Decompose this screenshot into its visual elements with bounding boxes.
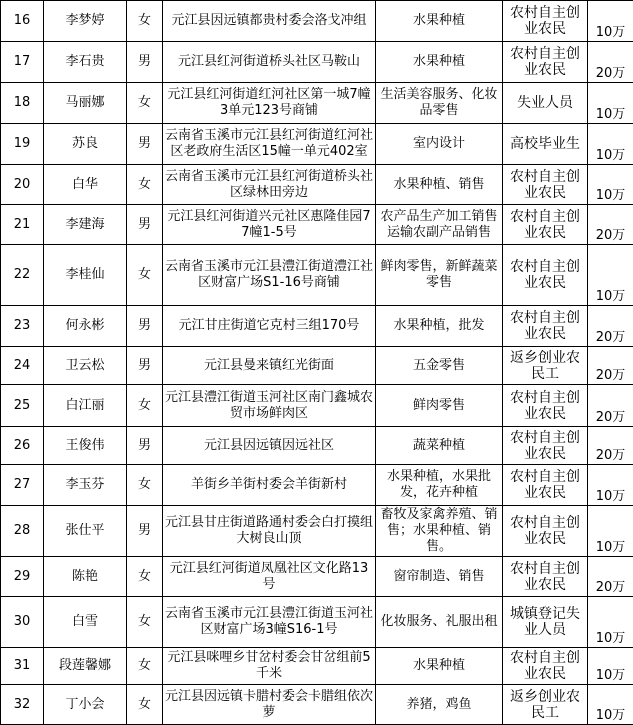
business-scope: 水果种植、销售 <box>376 165 503 205</box>
loan-amount: 20万 <box>588 557 633 597</box>
applicant-name: 段莲馨娜 <box>44 648 127 685</box>
gender: 女 <box>127 465 163 506</box>
row-number: 30 <box>1 597 44 648</box>
applicant-category: 返乡创业农民工 <box>503 347 588 385</box>
row-number: 32 <box>1 685 44 725</box>
table-row <box>1 245 633 306</box>
loan-amount: 20万 <box>588 205 633 245</box>
table-row <box>1 347 633 385</box>
business-scope: 养猪，鸡鱼 <box>376 685 503 725</box>
address: 元江县红河街道桥头社区马鞍山 <box>163 42 376 83</box>
applicant-name: 张仕平 <box>44 506 127 557</box>
loan-amount: 20万 <box>588 306 633 347</box>
applicant-name: 白雪 <box>44 597 127 648</box>
row-number: 27 <box>1 465 44 506</box>
address: 元江县红河街道红河社区第一城7幢3单元123号商铺 <box>163 83 376 124</box>
business-scope: 化妆服务、礼服出租 <box>376 597 503 648</box>
applicant-category: 城镇登记失业人员 <box>503 597 588 648</box>
address: 元江县甘庄街道路通村委会白打摸组大树良山顶 <box>163 506 376 557</box>
table-row <box>1 124 633 165</box>
applicant-category: 农村自主创业农民 <box>503 427 588 465</box>
loan-amount: 10万 <box>588 83 633 124</box>
applicant-category: 农村自主创业农民 <box>503 42 588 83</box>
loan-amount: 10万 <box>588 165 633 205</box>
table-row <box>1 648 633 685</box>
applicant-category: 失业人员 <box>503 83 588 124</box>
loan-amount: 10万 <box>588 124 633 165</box>
address: 元江甘庄街道它克村三组170号 <box>163 306 376 347</box>
row-number: 21 <box>1 205 44 245</box>
loan-amount: 20万 <box>588 347 633 385</box>
table-row <box>1 1 633 42</box>
business-scope: 生活美容服务、化妆品零售 <box>376 83 503 124</box>
address: 云南省玉溪市元江县澧江街道玉河社区财富广场3幢S16-1号 <box>163 597 376 648</box>
business-scope: 窗帘制造、销售 <box>376 557 503 597</box>
table-row <box>1 385 633 427</box>
table-row <box>1 465 633 506</box>
table-row <box>1 506 633 557</box>
applicant-name: 白江丽 <box>44 385 127 427</box>
applicant-name: 丁小会 <box>44 685 127 725</box>
gender: 女 <box>127 83 163 124</box>
row-number: 28 <box>1 506 44 557</box>
loan-amount: 10万 <box>588 685 633 725</box>
table-row <box>1 557 633 597</box>
applicant-category: 高校毕业生 <box>503 124 588 165</box>
applicant-category: 农村自主创业农民 <box>503 165 588 205</box>
table-row <box>1 205 633 245</box>
row-number: 17 <box>1 42 44 83</box>
row-number: 26 <box>1 427 44 465</box>
applicant-category: 农村自主创业农民 <box>503 205 588 245</box>
applicant-name: 李石贵 <box>44 42 127 83</box>
applicant-name: 陈艳 <box>44 557 127 597</box>
row-number: 29 <box>1 557 44 597</box>
address: 元江县咪哩乡甘岔村委会甘岔组前5千米 <box>163 648 376 685</box>
table-row <box>1 306 633 347</box>
loan-amount: 10万 <box>588 648 633 685</box>
table-row <box>1 165 633 205</box>
row-number: 16 <box>1 1 44 42</box>
table-row <box>1 597 633 648</box>
applicant-name: 马丽娜 <box>44 83 127 124</box>
row-number: 24 <box>1 347 44 385</box>
row-number: 22 <box>1 245 44 306</box>
applicant-category: 农村自主创业农民 <box>503 306 588 347</box>
applicant-category: 返乡创业农民工 <box>503 685 588 725</box>
applicant-name: 苏良 <box>44 124 127 165</box>
gender: 男 <box>127 42 163 83</box>
applicant-name: 李玉芬 <box>44 465 127 506</box>
address: 云南省玉溪市元江县澧江街道澧江社区财富广场S1-16号商铺 <box>163 245 376 306</box>
gender: 女 <box>127 648 163 685</box>
address: 元江县因远镇因远社区 <box>163 427 376 465</box>
address: 元江县红河街道兴元社区惠隆佳园77幢1-5号 <box>163 205 376 245</box>
table-row <box>1 42 633 83</box>
row-number: 23 <box>1 306 44 347</box>
address: 元江县因远镇卡腊村委会卡腊组依次萝 <box>163 685 376 725</box>
gender: 男 <box>127 306 163 347</box>
applicant-name: 李桂仙 <box>44 245 127 306</box>
applicant-category: 农村自主创业农民 <box>503 1 588 42</box>
business-scope: 蔬菜种植 <box>376 427 503 465</box>
business-scope: 畜牧及家禽养殖、销售；水果种植、销售。 <box>376 506 503 557</box>
business-scope: 水果种植 <box>376 648 503 685</box>
gender: 女 <box>127 165 163 205</box>
gender: 男 <box>127 506 163 557</box>
applicant-name: 何永彬 <box>44 306 127 347</box>
address: 云南省玉溪市元江县红河街道桥头社区绿林田旁边 <box>163 165 376 205</box>
loan-amount: 10万 <box>588 1 633 42</box>
loan-amount: 10万 <box>588 465 633 506</box>
address: 元江县澧江街道玉河社区南门鑫城农贸市场鲜肉区 <box>163 385 376 427</box>
applicant-category: 农村自主创业农民 <box>503 648 588 685</box>
address: 元江县红河街道凤凰社区文化路13号 <box>163 557 376 597</box>
table-row <box>1 427 633 465</box>
business-scope: 室内设计 <box>376 124 503 165</box>
loan-amount: 10万 <box>588 506 633 557</box>
loan-amount: 10万 <box>588 245 633 306</box>
gender: 男 <box>127 347 163 385</box>
business-scope: 水果种植，批发 <box>376 306 503 347</box>
applicant-category: 农村自主创业农民 <box>503 465 588 506</box>
row-number: 31 <box>1 648 44 685</box>
row-number: 18 <box>1 83 44 124</box>
business-scope: 鲜肉零售，新鲜蔬菜零售 <box>376 245 503 306</box>
loan-amount: 10万 <box>588 597 633 648</box>
address: 元江县因远镇都贵村委会洛戈冲组 <box>163 1 376 42</box>
gender: 男 <box>127 205 163 245</box>
applicant-name: 李建海 <box>44 205 127 245</box>
applicant-category: 农村自主创业农民 <box>503 557 588 597</box>
business-scope: 五金零售 <box>376 347 503 385</box>
row-number: 25 <box>1 385 44 427</box>
loan-amount: 20万 <box>588 42 633 83</box>
gender: 男 <box>127 427 163 465</box>
loan-amount: 20万 <box>588 385 633 427</box>
table-row <box>1 83 633 124</box>
business-scope: 水果种植 <box>376 1 503 42</box>
gender: 女 <box>127 245 163 306</box>
address: 元江县曼来镇红光街面 <box>163 347 376 385</box>
row-number: 20 <box>1 165 44 205</box>
applicant-category: 农村自主创业农民 <box>503 245 588 306</box>
business-scope: 水果种植 <box>376 42 503 83</box>
business-scope: 农产品生产加工销售运输农副产品销售 <box>376 205 503 245</box>
row-number: 19 <box>1 124 44 165</box>
gender: 女 <box>127 557 163 597</box>
applicant-name: 白华 <box>44 165 127 205</box>
business-scope: 水果种植，水果批发，花卉种植 <box>376 465 503 506</box>
gender: 男 <box>127 124 163 165</box>
business-scope: 鲜肉零售 <box>376 385 503 427</box>
applicant-category: 农村自主创业农民 <box>503 506 588 557</box>
gender: 女 <box>127 1 163 42</box>
address: 羊街乡羊街村委会羊街新村 <box>163 465 376 506</box>
applicant-name: 王俊伟 <box>44 427 127 465</box>
gender: 女 <box>127 685 163 725</box>
loan-amount: 20万 <box>588 427 633 465</box>
gender: 女 <box>127 385 163 427</box>
applicant-name: 卫云松 <box>44 347 127 385</box>
applicant-category: 农村自主创业农民 <box>503 385 588 427</box>
table-row <box>1 685 633 725</box>
address: 云南省玉溪市元江县红河街道红河社区老政府生活区15幢一单元402室 <box>163 124 376 165</box>
applicant-name: 李梦婷 <box>44 1 127 42</box>
gender: 女 <box>127 597 163 648</box>
